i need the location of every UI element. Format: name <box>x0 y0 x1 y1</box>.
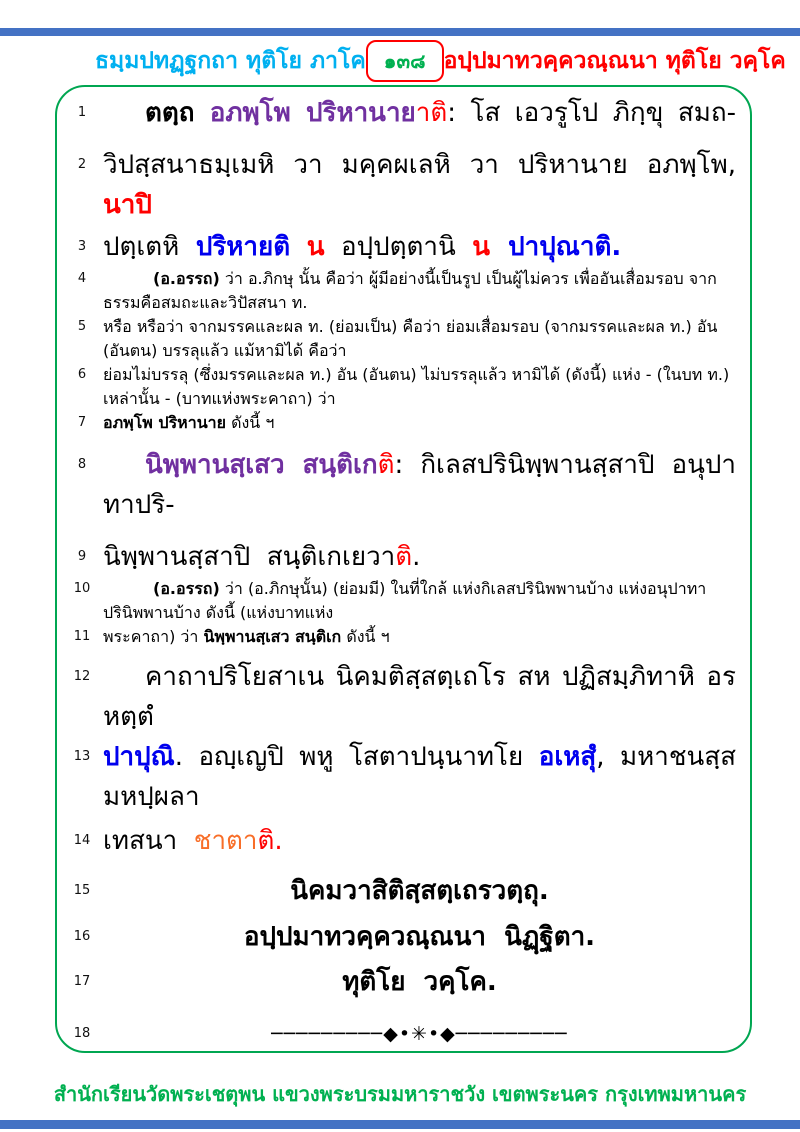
line-text <box>103 315 736 363</box>
text-segment: ดังนี้ ฯ <box>341 627 390 646</box>
text-segment: : <box>394 450 421 480</box>
line-text <box>103 657 736 737</box>
pali-keyword: ปาปุณาติ. <box>490 232 622 262</box>
text-segment: ว่า (อ.ภิกษุนั้น) (ย่อมมี) ในที่ใกล้ แห่งกิเลสปรินิพพานบ้าง แห่งอนุปาทาปรินิพพานบ้าง ดังนี้ (แห่งบาทแห่ง <box>103 579 707 622</box>
page-header <box>0 40 800 82</box>
text-segment: , มหาชนสฺส มหปฺผลา <box>103 742 736 812</box>
line-text <box>103 93 736 133</box>
text-segment: . <box>412 542 421 572</box>
colophon-line <box>61 917 736 957</box>
text-segment: อปฺปมาทวคฺควณฺณนา นิฏฺฐิตา. <box>243 922 596 952</box>
text-segment <box>290 232 307 262</box>
gloss-line <box>61 315 736 363</box>
pali-keyword: อภพฺโพ ปริหานาย <box>209 98 416 128</box>
pali-keyword: นิพฺพานสฺเสว สนฺติเก <box>145 450 378 480</box>
gloss-line <box>61 267 736 315</box>
line-number: 16 <box>73 929 91 944</box>
text-segment: ตตฺถ <box>145 98 210 128</box>
colophon-line <box>61 962 736 1002</box>
text-segment: คาถาปริโยสาเน นิคมติสฺสตฺเถโร สห ปฏิสมฺภิทาหิ อรหตฺตํ <box>103 662 736 732</box>
line-number: 1 <box>77 105 87 120</box>
text-segment: (อ.อรรถ) <box>153 579 220 598</box>
line-text <box>103 577 736 625</box>
line-text <box>103 917 736 957</box>
line-number: 9 <box>77 549 87 564</box>
divider-line <box>61 1014 736 1053</box>
line-number: 7 <box>77 415 87 430</box>
text-segment: าติ <box>415 98 448 128</box>
text-line <box>61 445 736 525</box>
line-number: 12 <box>73 669 91 684</box>
text-segment: นิพฺพานสฺเสว สนฺติเก <box>203 627 342 646</box>
colophon-line <box>61 871 736 911</box>
text-segment: พระคาถา) ว่า <box>103 627 204 646</box>
text-line <box>61 821 736 861</box>
top-divider-bar <box>0 28 800 36</box>
line-text <box>103 145 736 225</box>
ornament-divider-icon <box>103 1014 736 1053</box>
text-line <box>61 657 736 737</box>
line-text <box>103 267 736 315</box>
text-line <box>61 145 736 225</box>
line-number: 8 <box>77 457 87 472</box>
text-line <box>61 737 736 817</box>
line-number: 6 <box>77 367 87 382</box>
text-segment: ทุติโย วคฺโค. <box>342 967 497 997</box>
line-text <box>103 962 736 1002</box>
book-title: ธมฺมปทฏฺฐกถา ทุติโย ภาโค <box>95 48 366 74</box>
ornament-glyphs: ─────────◆•✳•◆───────── <box>271 1023 568 1045</box>
text-segment: อภพฺโพ ปริหานาย <box>103 413 226 432</box>
pali-keyword: นาปิ <box>103 190 152 220</box>
text-segment: ดังนี้ ฯ <box>226 413 275 432</box>
school-footer <box>0 1078 800 1110</box>
pali-keyword: ชาตา <box>193 826 258 856</box>
gloss-line <box>61 411 736 435</box>
text-segment: ย่อมไม่บรรลุ (ซึ่งมรรคและผล ท.) อัน (อันตน) ไม่บรรลุแล้ว หามิได้ (ดังนี้) แห่ง - (ในบท ท.) เหล่านั้น - (บาทแห่งพระคาถา) ว่า <box>103 365 735 408</box>
chapter-title: อปฺปมาทวคฺควณฺณนา ทุติโย วคฺโค <box>443 48 786 74</box>
pali-keyword: น <box>472 232 491 262</box>
gloss-line <box>61 363 736 411</box>
text-segment: ติ. <box>257 826 283 856</box>
line-number: 14 <box>73 833 91 848</box>
gloss-line <box>61 577 736 625</box>
text-line <box>61 227 736 267</box>
line-text <box>103 363 736 411</box>
line-text <box>103 445 736 525</box>
text-segment: กิเลสปรินิพฺพานสฺสาปิ อนุปาทาปริ- <box>103 450 736 520</box>
text-segment: ติ <box>377 450 395 480</box>
text-segment: ว่า อ.ภิกษุ นั้น คือว่า ผู้มีอย่างนี้เป็นรูป เป็นผู้ไม่ควร เพื่ออันเสื่อมรอบ จากธรรมคือสมถะและวิปัสสนา ท. <box>103 269 717 312</box>
line-text <box>103 625 736 649</box>
text-segment: วิปสฺสนาธมฺเมหิ วา มคฺคผเลหิ วา ปริหานาย อภพฺโพ, <box>103 150 736 180</box>
gloss-line <box>61 625 736 649</box>
line-number: 11 <box>73 629 91 644</box>
text-segment: : <box>447 98 471 128</box>
text-segment: นิพฺพานสฺสาปิ สนฺติเกเยวา <box>103 542 396 572</box>
text-segment: อปฺปตฺตานิ <box>324 232 473 262</box>
line-number: 17 <box>73 974 91 989</box>
text-segment: ปตฺเตหิ <box>103 232 196 262</box>
line-text <box>103 737 736 817</box>
line-number: 10 <box>73 581 91 596</box>
line-text <box>103 227 736 267</box>
line-number: 4 <box>77 271 87 286</box>
line-text <box>103 537 736 577</box>
pali-keyword: น <box>306 232 325 262</box>
text-segment: หรือ หรือว่า จากมรรคและผล ท. (ย่อมเป็น) คือว่า ย่อมเสื่อมรอบ (จากมรรคและผล ท.) อัน (อันตน) บรรลุแล้ว แม้หามิได้ คือว่า <box>103 317 723 360</box>
line-number: 5 <box>77 319 87 334</box>
text-segment: นิคมวาสิติสฺสตฺเถรวตฺถุ. <box>290 876 549 906</box>
text-segment: (อ.อรรถ) <box>153 269 220 288</box>
line-number: 13 <box>73 749 91 764</box>
line-text <box>103 411 736 435</box>
line-number: 3 <box>77 239 87 254</box>
footer-text: สำนักเรียนวัดพระเชตุพน แขวงพระบรมมหาราชวัง เขตพระนคร กรุงเทพมหานคร <box>53 1082 747 1106</box>
bottom-divider-bar <box>0 1120 800 1129</box>
text-segment: ติ <box>395 542 413 572</box>
content-frame <box>55 85 752 1053</box>
line-text <box>103 871 736 911</box>
pali-keyword: อเหสุํ <box>538 742 597 772</box>
text-line <box>61 537 736 577</box>
text-segment: เทสนา <box>103 826 194 856</box>
line-number: 15 <box>73 883 91 898</box>
pali-keyword: ปาปุณิ <box>103 742 175 772</box>
line-text <box>103 821 736 861</box>
line-number: 2 <box>77 157 87 172</box>
page-number-badge: ๑๓๘ <box>366 40 444 82</box>
text-segment: . อญฺเญปิ พหู โสตาปนฺนาทโย <box>174 742 539 772</box>
line-number: 18 <box>73 1026 91 1041</box>
text-segment: โส เอวรูโป ภิกฺขุ สมถ- <box>470 98 736 128</box>
pali-keyword: ปริหายติ <box>195 232 291 262</box>
text-line <box>61 93 736 133</box>
